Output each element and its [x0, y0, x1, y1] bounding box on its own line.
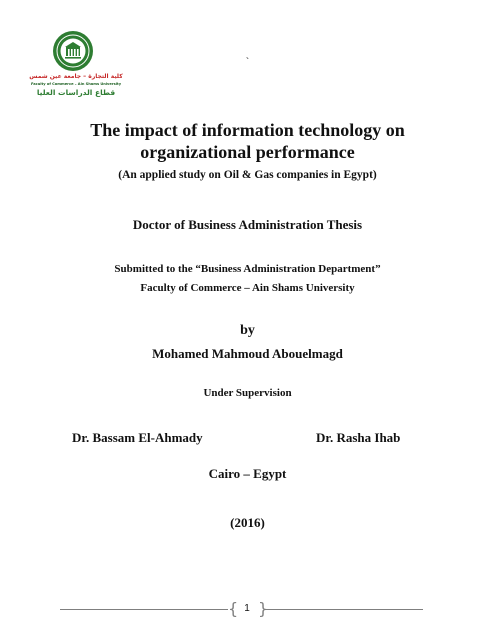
thesis-title-line-2: organizational performance [140, 142, 355, 162]
by-label: by [240, 323, 255, 338]
degree-line: Doctor of Business Administration Thesis [132, 217, 363, 232]
supervisor-1: Dr. Bassam El-Ahmady [72, 430, 203, 445]
stray-mark: ` [245, 56, 250, 68]
submission-line-2: Faculty of Commerce – Ain Shams University [140, 282, 355, 294]
logo-arabic-line-2: قطاع الدراسات العليا [36, 88, 116, 97]
thesis-title [0, 119, 495, 163]
place: Cairo – Egypt [208, 466, 287, 481]
page-number: 1 [244, 603, 250, 614]
supervision-label: Under Supervision [203, 387, 292, 399]
logo-arabic-line-1: كلية التجارة – جامعة عين شمس [29, 73, 123, 80]
footer-rule-right [266, 609, 423, 610]
right-brace-icon: } [258, 599, 269, 618]
thesis-subtitle: (An applied study on Oil & Gas companies in Egypt) [118, 169, 377, 181]
submission-line-1: Submitted to the “Business Administration Department” [114, 263, 381, 275]
footer-rule-left [60, 609, 228, 610]
left-brace-icon: { [228, 599, 239, 618]
logo-english-line: Faculty of Commerce – Ain Shams University [30, 82, 122, 86]
thesis-title-line-1: The impact of information technology on [90, 120, 405, 140]
year: (2016) [230, 515, 265, 530]
author-name: Mohamed Mahmoud Abouelmagd [152, 346, 343, 361]
supervisor-2: Dr. Rasha Ihab [316, 430, 401, 445]
